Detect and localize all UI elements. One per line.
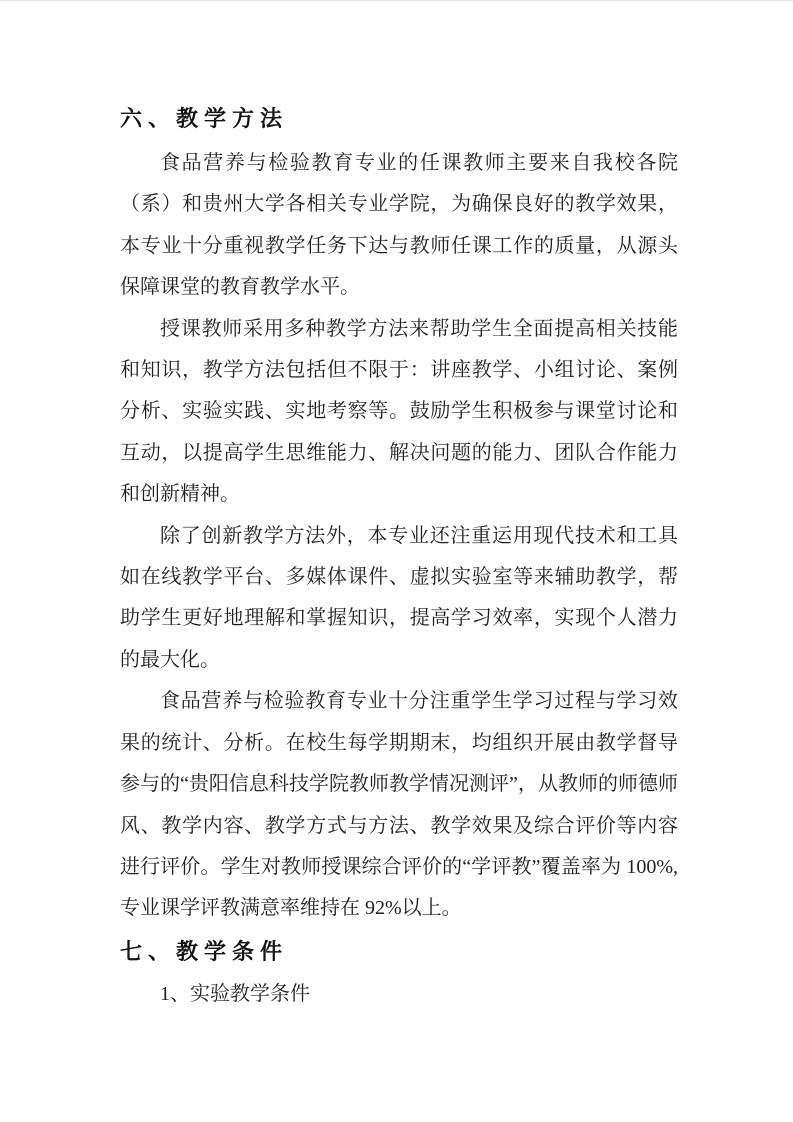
section-heading-teaching-conditions: 七、教学条件 — [120, 938, 289, 964]
paragraph-modern-tech-tools: 除了创新教学方法外，本专业还注重运用现代技术和工具如在线教学平台、多媒体课件、虚拟实验室等来辅助教学，帮助学生更好地理解和掌握知识，提高学习效率，实现个人潜力的最大化。 — [120, 524, 678, 671]
document-content — [120, 99, 678, 1015]
paragraph-teaching-methods-list: 授课教师采用多种教学方法来帮助学生全面提高相关技能和知识，教学方法包括但不限于：讲座教学、小组讨论、案例分析、实验实践、实地考察等。鼓励学生积极参与课堂讨论和互动，以提高学生思维能力、解决问题的能力、团队合作能力和创新精神。 — [120, 317, 678, 506]
section-heading-teaching-methods: 六、教学方法 — [120, 106, 289, 131]
list-item-experiment-teaching-conditions: 1、实验教学条件 — [160, 982, 310, 1005]
paragraph-evaluation-statistics: 食品营养与检验教育专业十分注重学生学习过程与学习效果的统计、分析。在校生每学期期末，均组织开展由教学督导参与的“贵阳信息科技学院教师教学情况测评”，从教师的师德师风、教学内容、教学方式与方法、教学效果及综合评价等内容进行评价。学生对教师授课综合评价的“学评教”覆盖率为 100%,专业课学评教满意率维持在 92%以上。 — [120, 690, 678, 920]
paragraph-teachers-source: 食品营养与检验教育专业的任课教师主要来自我校各院（系）和贵州大学各相关专业学院，为确保良好的教学效果，本专业十分重视教学任务下达与教师任课工作的质量，从源头保障课堂的教育教学水平。 — [120, 152, 678, 299]
